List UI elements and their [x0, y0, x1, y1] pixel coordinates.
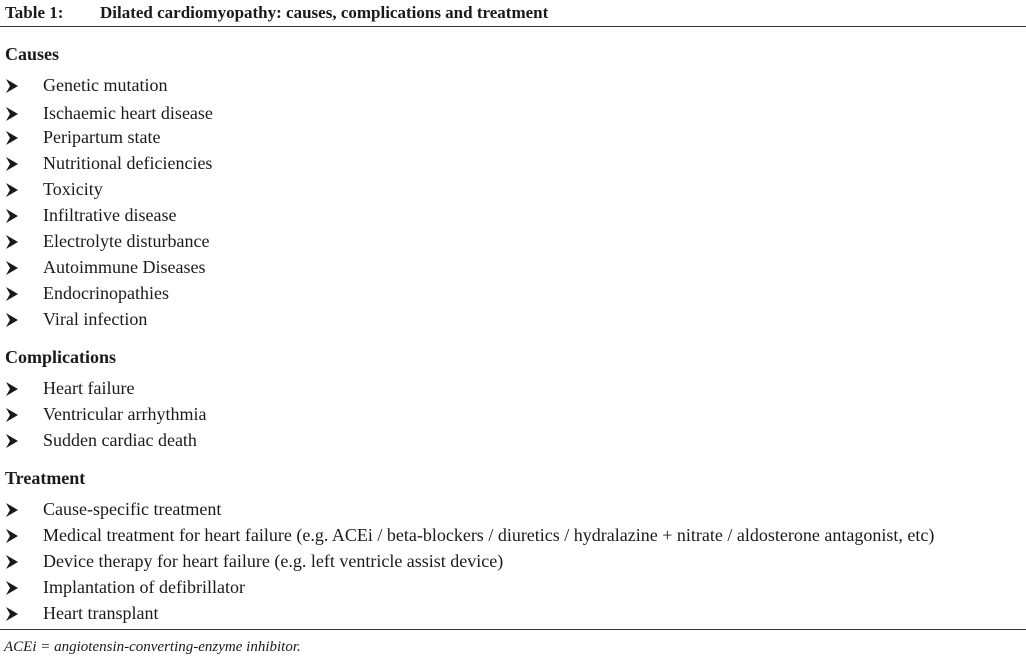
list-item-text: Heart failure [43, 378, 135, 398]
arrowhead-bullet-icon [5, 502, 19, 518]
arrowhead-bullet-icon [5, 554, 19, 570]
section-heading-complications: Complications [5, 347, 117, 367]
table-footnote: ACEi = angiotensin-converting-enzyme inhibitor. [4, 639, 301, 655]
arrowhead-bullet-icon [5, 433, 19, 449]
arrowhead-bullet-icon [5, 208, 19, 224]
list-item-text: Sudden cardiac death [43, 430, 197, 450]
arrowhead-bullet-icon [5, 234, 19, 250]
list-item-text: Infiltrative disease [43, 205, 177, 225]
section-heading-treatment: Treatment [5, 468, 86, 488]
arrowhead-bullet-icon [5, 182, 19, 198]
list-item-text: Medical treatment for heart failure (e.g. ACEi / beta-blockers / diuretics / hydralazine + nitrate / aldosterone antagonist, etc) [43, 525, 935, 545]
list-item-text: Peripartum state [43, 127, 161, 147]
arrowhead-bullet-icon [5, 580, 19, 596]
list-item-text: Endocrinopathies [43, 283, 169, 303]
arrowhead-bullet-icon [5, 606, 19, 622]
arrowhead-bullet-icon [5, 528, 19, 544]
arrowhead-bullet-icon [5, 260, 19, 276]
arrowhead-bullet-icon [5, 407, 19, 423]
arrowhead-bullet-icon [5, 156, 19, 172]
top-rule [0, 26, 1026, 27]
table-title-text: Dilated cardiomyopathy: causes, complications and treatment [100, 3, 549, 22]
list-item-text: Implantation of defibrillator [43, 577, 245, 597]
list-item-text: Toxicity [43, 179, 103, 199]
list-item-text: Heart transplant [43, 603, 159, 623]
arrowhead-bullet-icon [5, 312, 19, 328]
list-item-text: Autoimmune Diseases [43, 257, 206, 277]
arrowhead-bullet-icon [5, 381, 19, 397]
list-item-text: Device therapy for heart failure (e.g. left ventricle assist device) [43, 551, 504, 571]
section-heading-causes: Causes [5, 44, 60, 64]
list-item-text: Ischaemic heart disease [43, 103, 213, 123]
list-item-text: Nutritional deficiencies [43, 153, 213, 173]
arrowhead-bullet-icon [5, 130, 19, 146]
list-item-text: Viral infection [43, 309, 148, 329]
arrowhead-bullet-icon [5, 286, 19, 302]
list-item-text: Genetic mutation [43, 75, 168, 95]
table-title [5, 3, 548, 23]
arrowhead-bullet-icon [5, 106, 19, 122]
list-item-text: Ventricular arrhythmia [43, 404, 207, 424]
list-item-text: Cause-specific treatment [43, 499, 222, 519]
table-label: Table 1: [5, 3, 64, 22]
list-item-text: Electrolyte disturbance [43, 231, 210, 251]
bottom-rule [0, 629, 1026, 630]
arrowhead-bullet-icon [5, 78, 19, 94]
